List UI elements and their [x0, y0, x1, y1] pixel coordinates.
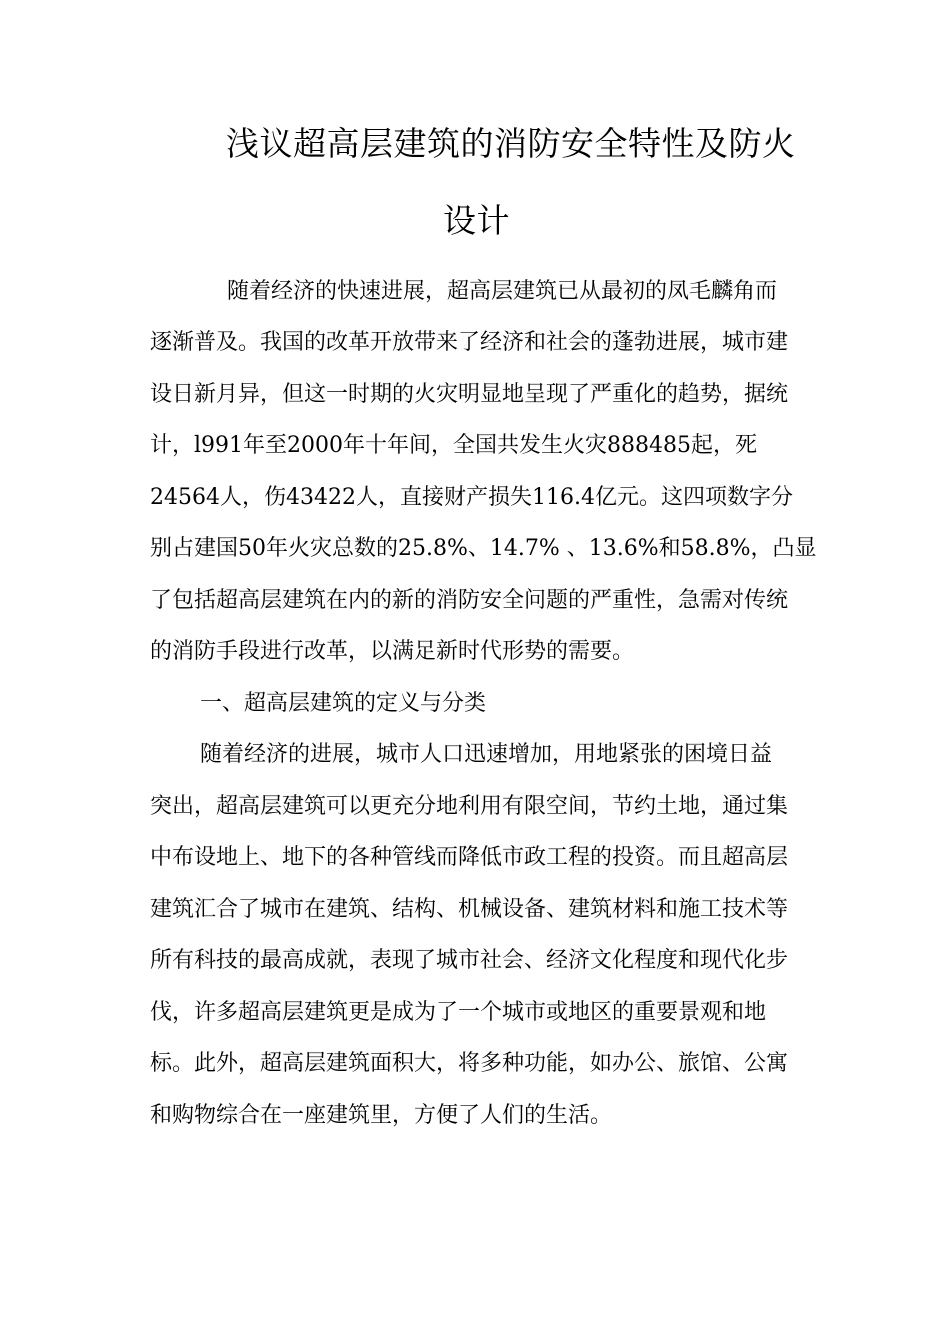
paragraph-line: 中布设地上、地下的各种管线而降低市政工程的投资。而且超高层 [150, 845, 789, 870]
title-line-1: 浅议超高层建筑的消防安全特性及防火 [226, 124, 796, 163]
paragraph-line: 设日新月异，但这一时期的火灾明显地呈现了严重化的趋势，据统 [150, 382, 789, 407]
paragraph-line: 突出，超高层建筑可以更充分地利用有限空间，节约土地，通过集 [150, 794, 789, 819]
paragraph-line: 24564人，伤43422人，直接财产损失116.4亿元。这四项数字分 [150, 485, 793, 510]
paragraph-line: 所有科技的最高成就，表现了城市社会、经济文化程度和现代化步 [150, 948, 789, 973]
paragraph-line: 别占建国50年火灾总数的25.8%、14.7% 、13.6%和58.8%，凸显 [150, 536, 817, 561]
paragraph-line: 的消防手段进行改革，以满足新时代形势的需要。 [150, 639, 635, 664]
paragraph-line: 标。此外，超高层建筑面积大，将多种功能，如办公、旅馆、公寓 [150, 1051, 789, 1076]
paragraph-line: 建筑汇合了城市在建筑、结构、机械设备、建筑材料和施工技术等 [150, 897, 789, 922]
paragraph-line: 随着经济的进展，城市人口迅速增加，用地紧张的困境日益 [200, 742, 773, 767]
section-heading: 一、超高层建筑的定义与分类 [200, 691, 487, 716]
paragraph-line: 伐，许多超高层建筑更是成为了一个城市或地区的重要景观和地 [150, 1000, 767, 1025]
paragraph-line: 和购物综合在一座建筑里，方便了人们的生活。 [150, 1103, 613, 1128]
paragraph-line: 随着经济的快速进展，超高层建筑已从最初的凤毛麟角而 [227, 279, 778, 304]
paragraph-line: 逐渐普及。我国的改革开放带来了经济和社会的蓬勃进展，城市建 [150, 330, 789, 355]
paragraph-line: 了包括超高层建筑在内的新的消防安全问题的严重性，急需对传统 [150, 588, 789, 613]
title-line-2: 设计 [443, 201, 510, 240]
paragraph-line: 计，l991年至2000年十年间，全国共发生火灾888485起，死 [150, 433, 757, 458]
